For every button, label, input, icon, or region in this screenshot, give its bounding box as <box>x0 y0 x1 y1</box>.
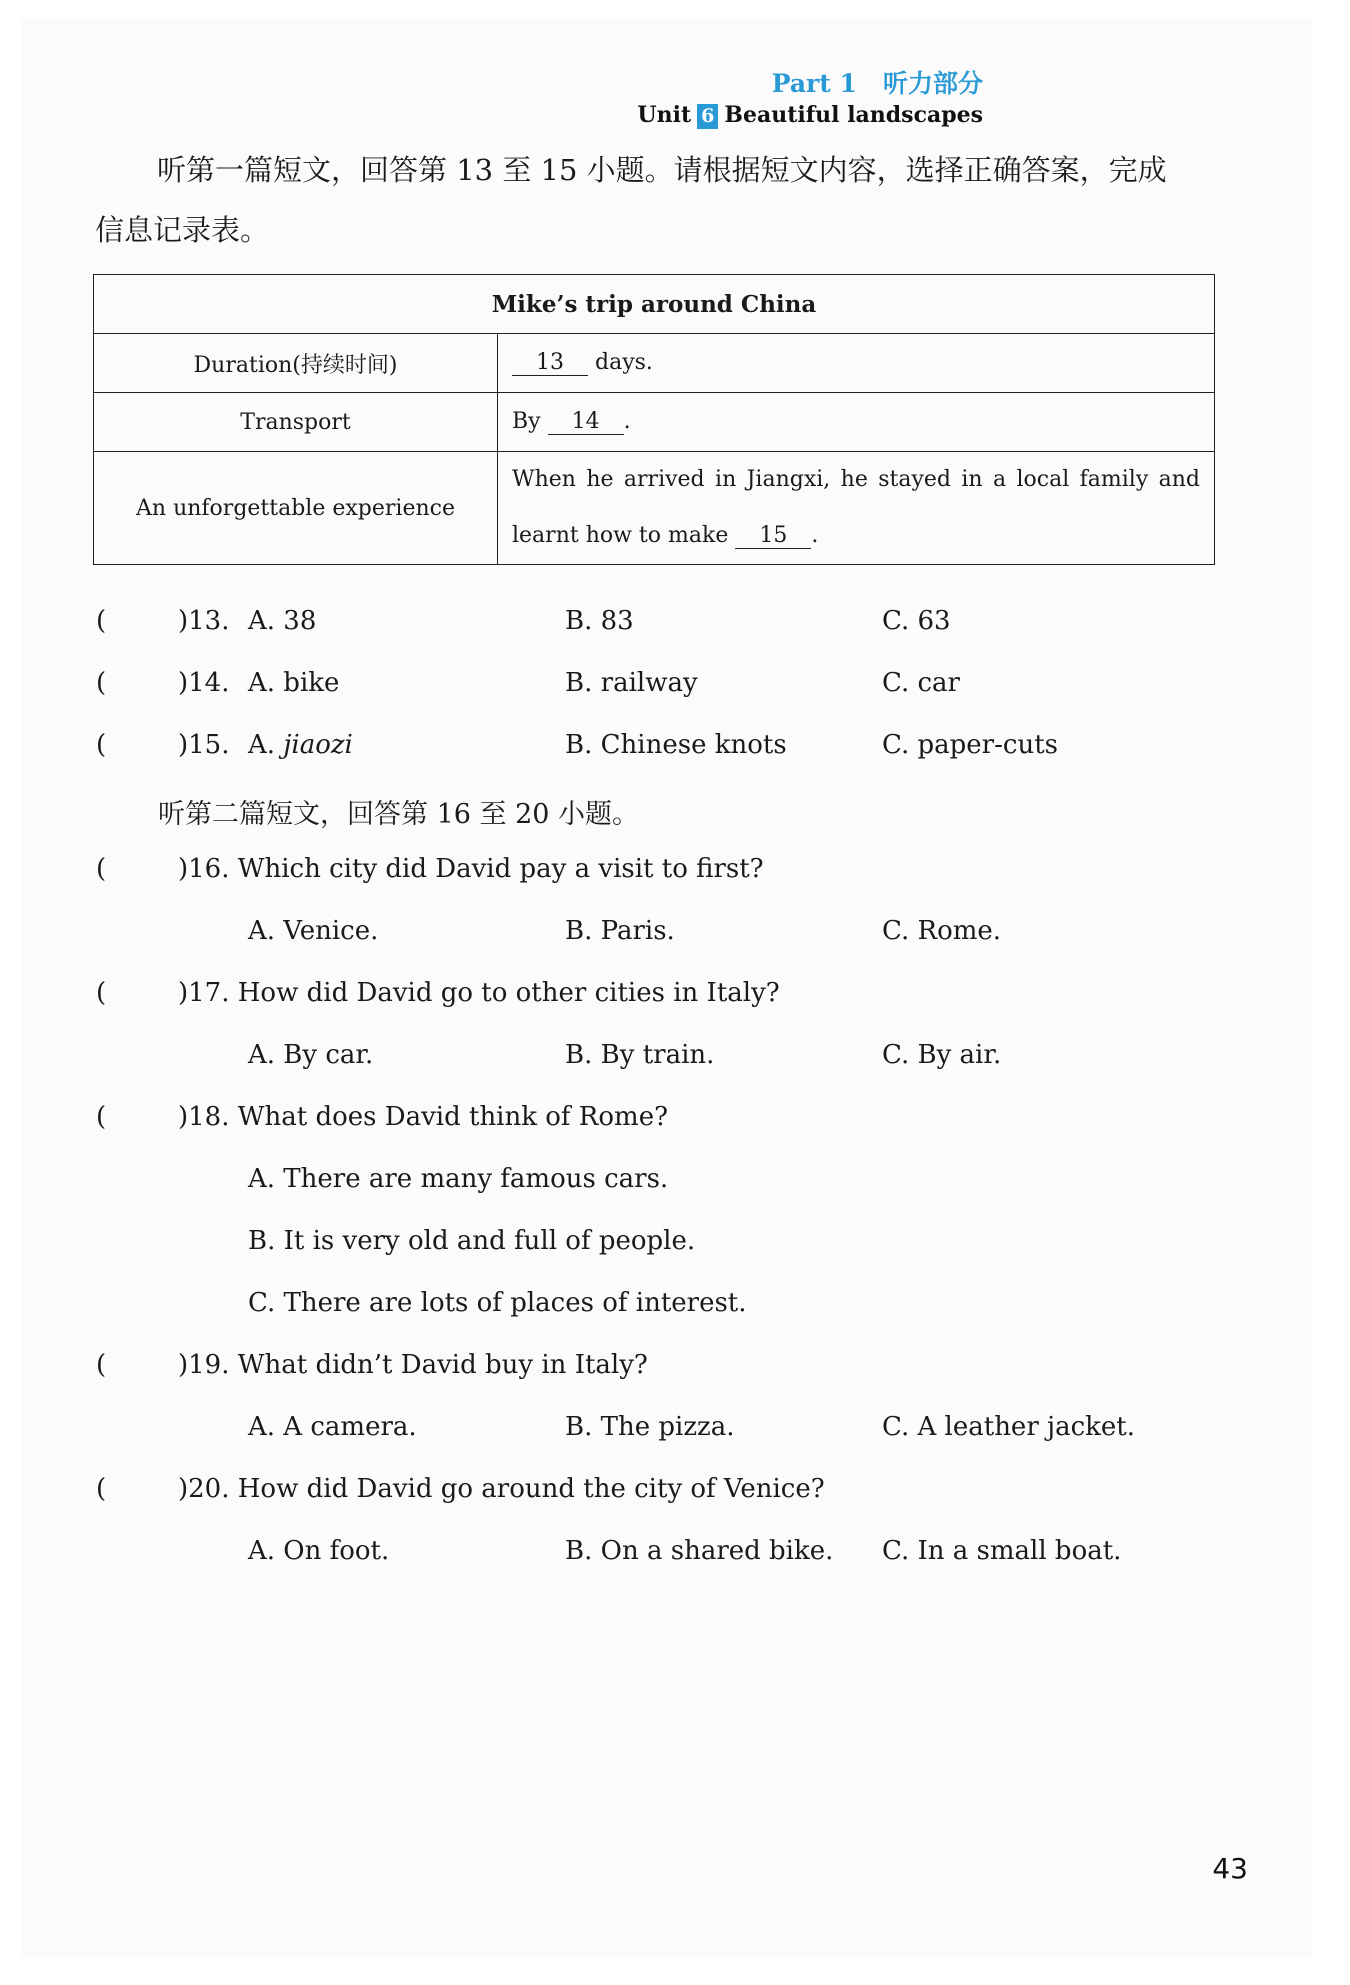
section2-instruction: 听第二篇短文，回答第 16 至 20 小题。 <box>158 799 640 830</box>
part-heading <box>772 64 983 100</box>
answer-paren[interactable]: ( <box>96 606 107 636</box>
option-a <box>248 730 353 760</box>
answer-blank[interactable]: 14 <box>548 410 624 435</box>
unit-label: Unit <box>637 102 692 128</box>
unit-heading <box>637 102 983 129</box>
table-row-experience <box>94 452 1215 565</box>
answer-paren[interactable]: ( <box>96 854 107 884</box>
option-b: B. Paris. <box>565 916 675 946</box>
unit-number-badge: 6 <box>697 104 718 129</box>
part-label: Part 1 <box>771 69 857 98</box>
question-number: )14. <box>178 668 230 698</box>
answer-blank[interactable]: 15 <box>735 524 811 549</box>
question-number: )13. <box>178 606 230 636</box>
answer-paren[interactable]: ( <box>96 978 107 1008</box>
page-number: 43 <box>1212 1852 1248 1885</box>
question-text: )18. What does David think of Rome? <box>178 1102 669 1132</box>
value-text: days. <box>595 350 653 375</box>
question-text: )16. Which city did David pay a visit to first? <box>178 854 764 884</box>
value-text: When he arrived in Jiangxi, he stayed in a local family and <box>512 467 1200 492</box>
answer-paren[interactable]: ( <box>96 668 107 698</box>
option-b: B. 83 <box>565 606 634 636</box>
option-c: C. In a small boat. <box>882 1536 1122 1566</box>
option-a: A. By car. <box>248 1040 374 1070</box>
option-c: C. A leather jacket. <box>882 1412 1135 1442</box>
value-line <box>512 508 1200 564</box>
option-a: A. A camera. <box>248 1412 417 1442</box>
table-value <box>498 393 1215 452</box>
table-label: Duration(持续时间) <box>94 334 498 393</box>
answer-paren[interactable]: ( <box>96 1474 107 1504</box>
option-c: C. paper-cuts <box>882 730 1058 760</box>
option-a: A. Venice. <box>248 916 379 946</box>
option-b: B. On a shared bike. <box>565 1536 834 1566</box>
table-label: An unforgettable experience <box>94 452 498 565</box>
option-prefix: A. <box>248 730 284 760</box>
value-text: By <box>512 409 541 434</box>
answer-blank[interactable]: 13 <box>512 351 588 376</box>
table-label: Transport <box>94 393 498 452</box>
option-c: C. car <box>882 668 960 698</box>
table-value <box>498 334 1215 393</box>
question-text: )20. How did David go around the city of Venice? <box>178 1474 825 1504</box>
section1-instruction-line1: 听第一篇短文，回答第 13 至 15 小题。请根据短文内容，选择正确答案，完成 <box>157 153 1167 187</box>
section1-instruction-line2: 信息记录表。 <box>95 213 270 247</box>
option-b: B. It is very old and full of people. <box>248 1226 696 1256</box>
table-row-duration <box>94 334 1215 393</box>
info-table <box>93 274 1215 565</box>
option-b: B. Chinese knots <box>565 730 787 760</box>
question-number: )15. <box>178 730 230 760</box>
option-a: A. 38 <box>248 606 317 636</box>
value-text: learnt how to make <box>512 523 729 548</box>
option-c: C. 63 <box>882 606 951 636</box>
option-c: C. There are lots of places of interest. <box>248 1288 747 1318</box>
option-b: B. The pizza. <box>565 1412 735 1442</box>
table-title: Mike’s trip around China <box>94 275 1215 334</box>
option-a: A. On foot. <box>248 1536 390 1566</box>
unit-title: Beautiful landscapes <box>724 102 983 128</box>
table-row-transport <box>94 393 1215 452</box>
option-a: A. There are many famous cars. <box>248 1164 669 1194</box>
question-text: )19. What didn’t David buy in Italy? <box>178 1350 648 1380</box>
value-text: . <box>811 523 819 548</box>
option-italic-text: jiaozi <box>283 730 353 760</box>
option-a: A. bike <box>248 668 340 698</box>
option-c: C. Rome. <box>882 916 1002 946</box>
answer-paren[interactable]: ( <box>96 1102 107 1132</box>
option-c: C. By air. <box>882 1040 1002 1070</box>
answer-paren[interactable]: ( <box>96 730 107 760</box>
option-b: B. railway <box>565 668 698 698</box>
table-value <box>498 452 1215 565</box>
part-cn-label: 听力部分 <box>882 69 983 98</box>
question-text: )17. How did David go to other cities in Italy? <box>178 978 780 1008</box>
option-b: B. By train. <box>565 1040 715 1070</box>
answer-paren[interactable]: ( <box>96 1350 107 1380</box>
value-text: . <box>623 409 631 434</box>
